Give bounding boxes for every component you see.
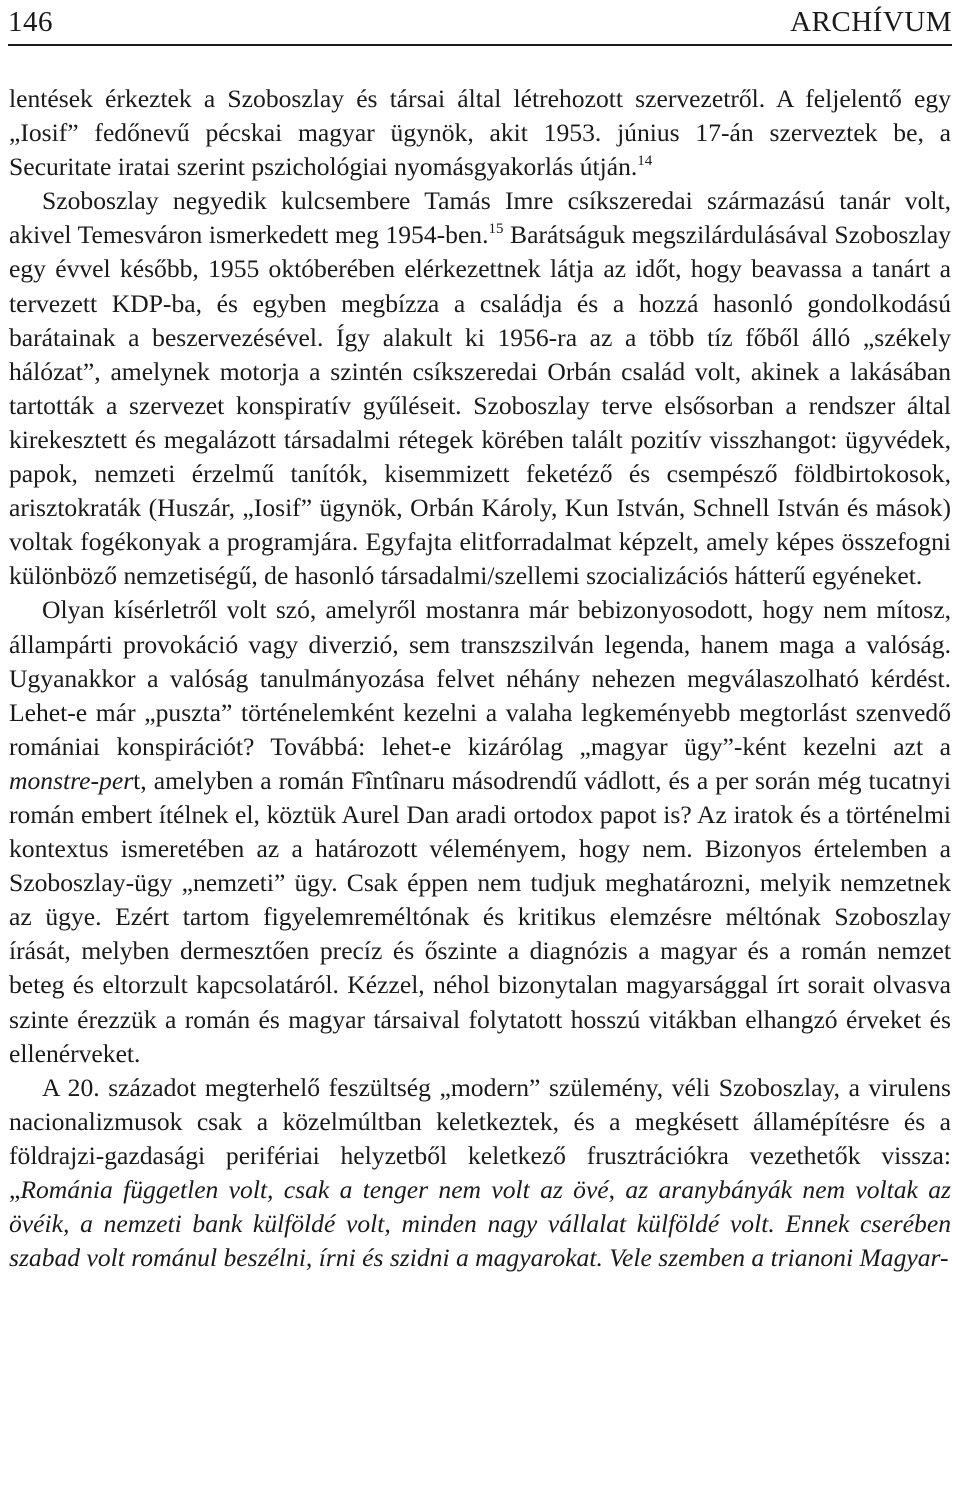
paragraph-text: lentések érkeztek a Szoboszlay és társai által létrehozott szervezetről. A feljelentő egy „Iosif” fedőnevű pécskai magyar ügynök, akit 1953. június 17-án szerveztek be, a Securitate iratai szerint pszichológiai nyomásgyakorlás útján.	[9, 84, 951, 182]
paragraph-text: A 20. századot megterhelő feszültség „modern” szülemény, véli Szoboszlay, a virulens nacionalizmusok csak a közelmúltban keletkeztek, és a megkésett államépítésre és a földrajzi-gazdasági perifériai helyzetből keletkező frusztrációkra vezethetők vissza: „	[9, 1072, 951, 1204]
footnote-ref-14[interactable]: 14	[637, 153, 653, 170]
footnote-ref-15[interactable]: 15	[488, 221, 504, 238]
body-text	[9, 82, 951, 1275]
paragraph-2	[9, 184, 951, 593]
paragraph-text: Barátságuk megszilárdulásával Szoboszlay egy évvel később, 1955 októberében elérkezettnek látja az időt, hogy beavassa a tanárt a tervezett KDP-ba, és egyben megbízza a családja és a hozzá hasonló gondolkodású barátainak a beszervezésével. Így alakult ki 1956-ra az a több tíz főből álló „székely hálózat”, amelynek motorja a szintén csíkszeredai Orbán család volt, akinek a lakásában tartották a szervezet konspiratív gyűléseit. Szoboszlay terve elsősorban a rendszer által kirekesztett és megalázott társadalmi rétegek körében talált pozitív visszhangot: ügyvédek, papok, nemzeti érzelmű tanítók, kisemmizett feketéző és csempésző földbirtokosok, arisztokraták (Huszár, „Iosif” ügynök, Orbán Károly, Kun István, Schnell István és mások) voltak fogékonyak a programjára. Egyfajta elitforradalmat képzelt, amely képes összefogni különböző nemzetiségű, de hasonló társadalmi/szellemi szocializációs hátterű egyéneket.	[9, 220, 951, 591]
paragraph-4	[9, 1071, 951, 1276]
paragraph-text: Olyan kísérletről volt szó, amelyről mostanra már bebizonyosodott, hogy nem mítosz, állampárti provokáció vagy diverzió, sem transzszilván legenda, hanem maga a valóság. Ugyanakkor a valóság tanulmányozása felvet néhány nehezen megválaszolható kérdést. Lehet-e már „puszta” történelemként kezelni a valaha legkeményebb megtorlást szenvedő romániai konspirációt? Továbbá: lehet-e kizárólag „magyar ügy”-ként kezelni azt a	[9, 595, 951, 761]
paragraph-1	[9, 82, 951, 184]
paragraph-text: Szoboszlay negyedik kulcsembere Tamás Imre csíkszeredai származású tanár volt, akivel Temesváron ismerkedett meg 1954-ben.	[9, 186, 951, 250]
page-number: 146	[8, 5, 53, 38]
italic-quotation: Románia független volt, csak a tenger nem volt az övé, az aranybányák nem voltak az övéik, a nemzeti bank külföldé volt, minden nagy vállalat külföldé volt. Ennek cserében szabad volt románul beszélni, írni és szidni a magyarokat. Vele szemben a trianoni Magyar-	[9, 1175, 951, 1273]
paragraph-text: t, amelyben a román Fîntînaru másodrendű vádlott, és a per során még tucatnyi román embert ítélnek el, köztük Aurel Dan aradi ortodox papot is? Az iratok és a történelmi kontextus ismeretében az a határozott véleményem, hogy nem. Bizonyos értelemben a Szoboszlay-ügy „nemzeti” ügy. Csak éppen nem tudjuk meghatározni, melyik nemzetnek az ügye. Ezért tartom figyelemreméltónak és kritikus elemzésre méltónak Szoboszlay írását, melyben dermesztően precíz és őszinte a diagnózis a magyar és a román nemzet beteg és eltorzult kapcsolatáról. Kézzel, néhol bizonytalan magyarsággal írt sorait olvasva szinte érezzük a román és magyar társaival folytatott hosszú vitákban elhangzó érveket és ellenérveket.	[9, 765, 951, 1068]
italic-term: monstre-per	[9, 765, 134, 795]
running-head-title: ARCHÍVUM	[790, 5, 952, 38]
page-header	[8, 0, 952, 46]
paragraph-3	[9, 593, 951, 1070]
